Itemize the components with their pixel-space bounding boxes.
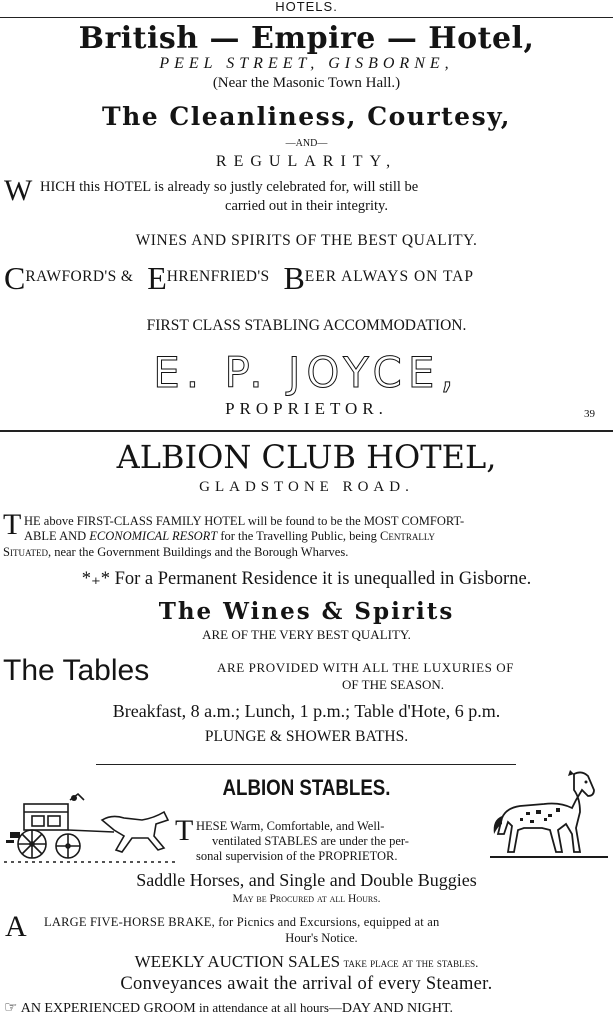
intro-near-buildings: , near the Government Buildings and the Borough Wharves. <box>47 545 349 559</box>
groom-experienced: AN EXPERIENCED GROOM <box>20 1001 196 1016</box>
wines-spirits-quality: WINES AND SPIRITS OF THE BEST QUALITY. <box>135 232 478 249</box>
may-be-procured: May be Procured at all Hours. <box>232 893 381 905</box>
drop-cap-t-these: T <box>175 814 194 847</box>
street-address: PEEL STREET, GISBORNE, <box>159 55 454 72</box>
conveyances: Conveyances await the arrival of every Steamer. <box>120 974 493 994</box>
auction-weekly: WEEKLY AUCTION SALES <box>134 952 341 971</box>
intro-line-1: HE above FIRST-CLASS FAMILY HOTEL will be found to be the MOST COMFORT- <box>24 514 465 528</box>
section-header: HOTELS. <box>275 0 338 14</box>
intro-economical-resort: ECONOMICAL RESORT <box>89 529 218 543</box>
groom-attendance: in attendance at all hours— <box>198 1000 342 1015</box>
wines-spirits-title: The Wines & Spirits <box>158 598 455 625</box>
wines-spirits-sub: ARE OF THE VERY BEST QUALITY. <box>202 627 411 642</box>
drop-cap-t-intro: T <box>3 508 22 541</box>
british-empire-hotel-name: British — Empire — Hotel, <box>78 21 535 56</box>
ad-number: 39 <box>584 408 595 420</box>
carriage-illustration-icon <box>4 790 176 868</box>
groom-day-night: DAY AND NIGHT. <box>341 1001 453 1016</box>
header-rule <box>0 17 613 18</box>
intro-line-2 <box>24 530 435 543</box>
permanent-residence: *₊* For a Permanent Residence it is unequalled in Gisborne. <box>81 569 532 589</box>
intro-situated: Situated <box>3 545 48 559</box>
brake-line-1: LARGE FIVE-HORSE BRAKE, for Picnics and Excursions, equipped at an <box>44 915 440 929</box>
intro-line-3 <box>3 546 348 559</box>
these-line-3: sonal supervision of the PROPRIETOR. <box>196 849 398 863</box>
near-note: (Near the Masonic Town Hall.) <box>212 75 401 91</box>
stabling-accommodation: FIRST CLASS STABLING ACCOMMODATION. <box>146 317 467 334</box>
and-divider: —AND— <box>285 138 328 149</box>
beer-drop-c: C <box>4 260 26 296</box>
section-rule-1 <box>0 430 613 432</box>
section-rule-2 <box>96 764 516 765</box>
drop-cap-w: W <box>4 174 33 207</box>
beer-always-on-tap: EER ALWAYS ON TAP <box>304 268 474 285</box>
tables-line-1: ARE PROVIDED WITH ALL THE LUXURIES OF <box>217 660 515 675</box>
these-line-2: ventilated STABLES are under the per- <box>212 834 409 848</box>
beer-ehrenfrieds: HRENFRIED'S <box>166 268 270 285</box>
groom-line <box>4 1001 453 1016</box>
proprietor-title: PROPRIETOR. <box>225 399 388 418</box>
tables-big: The Tables <box>3 654 150 687</box>
proprietor-name: E. P. JOYCE, <box>153 348 460 397</box>
albion-stables-title: ALBION STABLES. <box>222 775 391 800</box>
which-line-2: carried out in their integrity. <box>225 198 388 214</box>
beer-crawfords: RAWFORD'S & <box>25 268 134 285</box>
gladstone-road: GLADSTONE ROAD. <box>199 479 414 495</box>
beer-line <box>4 262 613 294</box>
intro-for-public: for the Travelling Public, being <box>217 529 381 543</box>
beer-drop-b: B <box>283 260 305 296</box>
drop-cap-a: A <box>5 910 27 943</box>
auction-place: take place at the stables. <box>343 955 479 970</box>
brake-line-2: Hour's Notice. <box>285 931 358 945</box>
beer-drop-e: E <box>147 260 167 296</box>
which-line-1: HICH this HOTEL is already so justly celebrated for, will still be <box>40 179 419 195</box>
albion-club-hotel-name: ALBION CLUB HOTEL, <box>116 438 497 476</box>
pointing-hand-icon: ☞ <box>4 1000 18 1016</box>
tables-line-2: OF THE SEASON. <box>342 677 444 692</box>
regularity: REGULARITY, <box>215 153 398 170</box>
intro-able-and: ABLE AND <box>24 529 90 543</box>
horse-illustration-icon <box>490 768 608 862</box>
auction-sales <box>0 953 613 971</box>
saddle-horses: Saddle Horses, and Single and Double Buggies <box>136 870 477 890</box>
meal-times: Breakfast, 8 a.m.; Lunch, 1 p.m.; Table d'Hote, 6 p.m. <box>112 701 501 721</box>
intro-centrally: Centrally <box>380 529 435 543</box>
motto-cleanliness: The Cleanliness, Courtesy, <box>102 102 511 131</box>
plunge-shower-baths: PLUNGE & SHOWER BATHS. <box>204 728 409 745</box>
these-line-1: HESE Warm, Comfortable, and Well- <box>196 819 385 833</box>
